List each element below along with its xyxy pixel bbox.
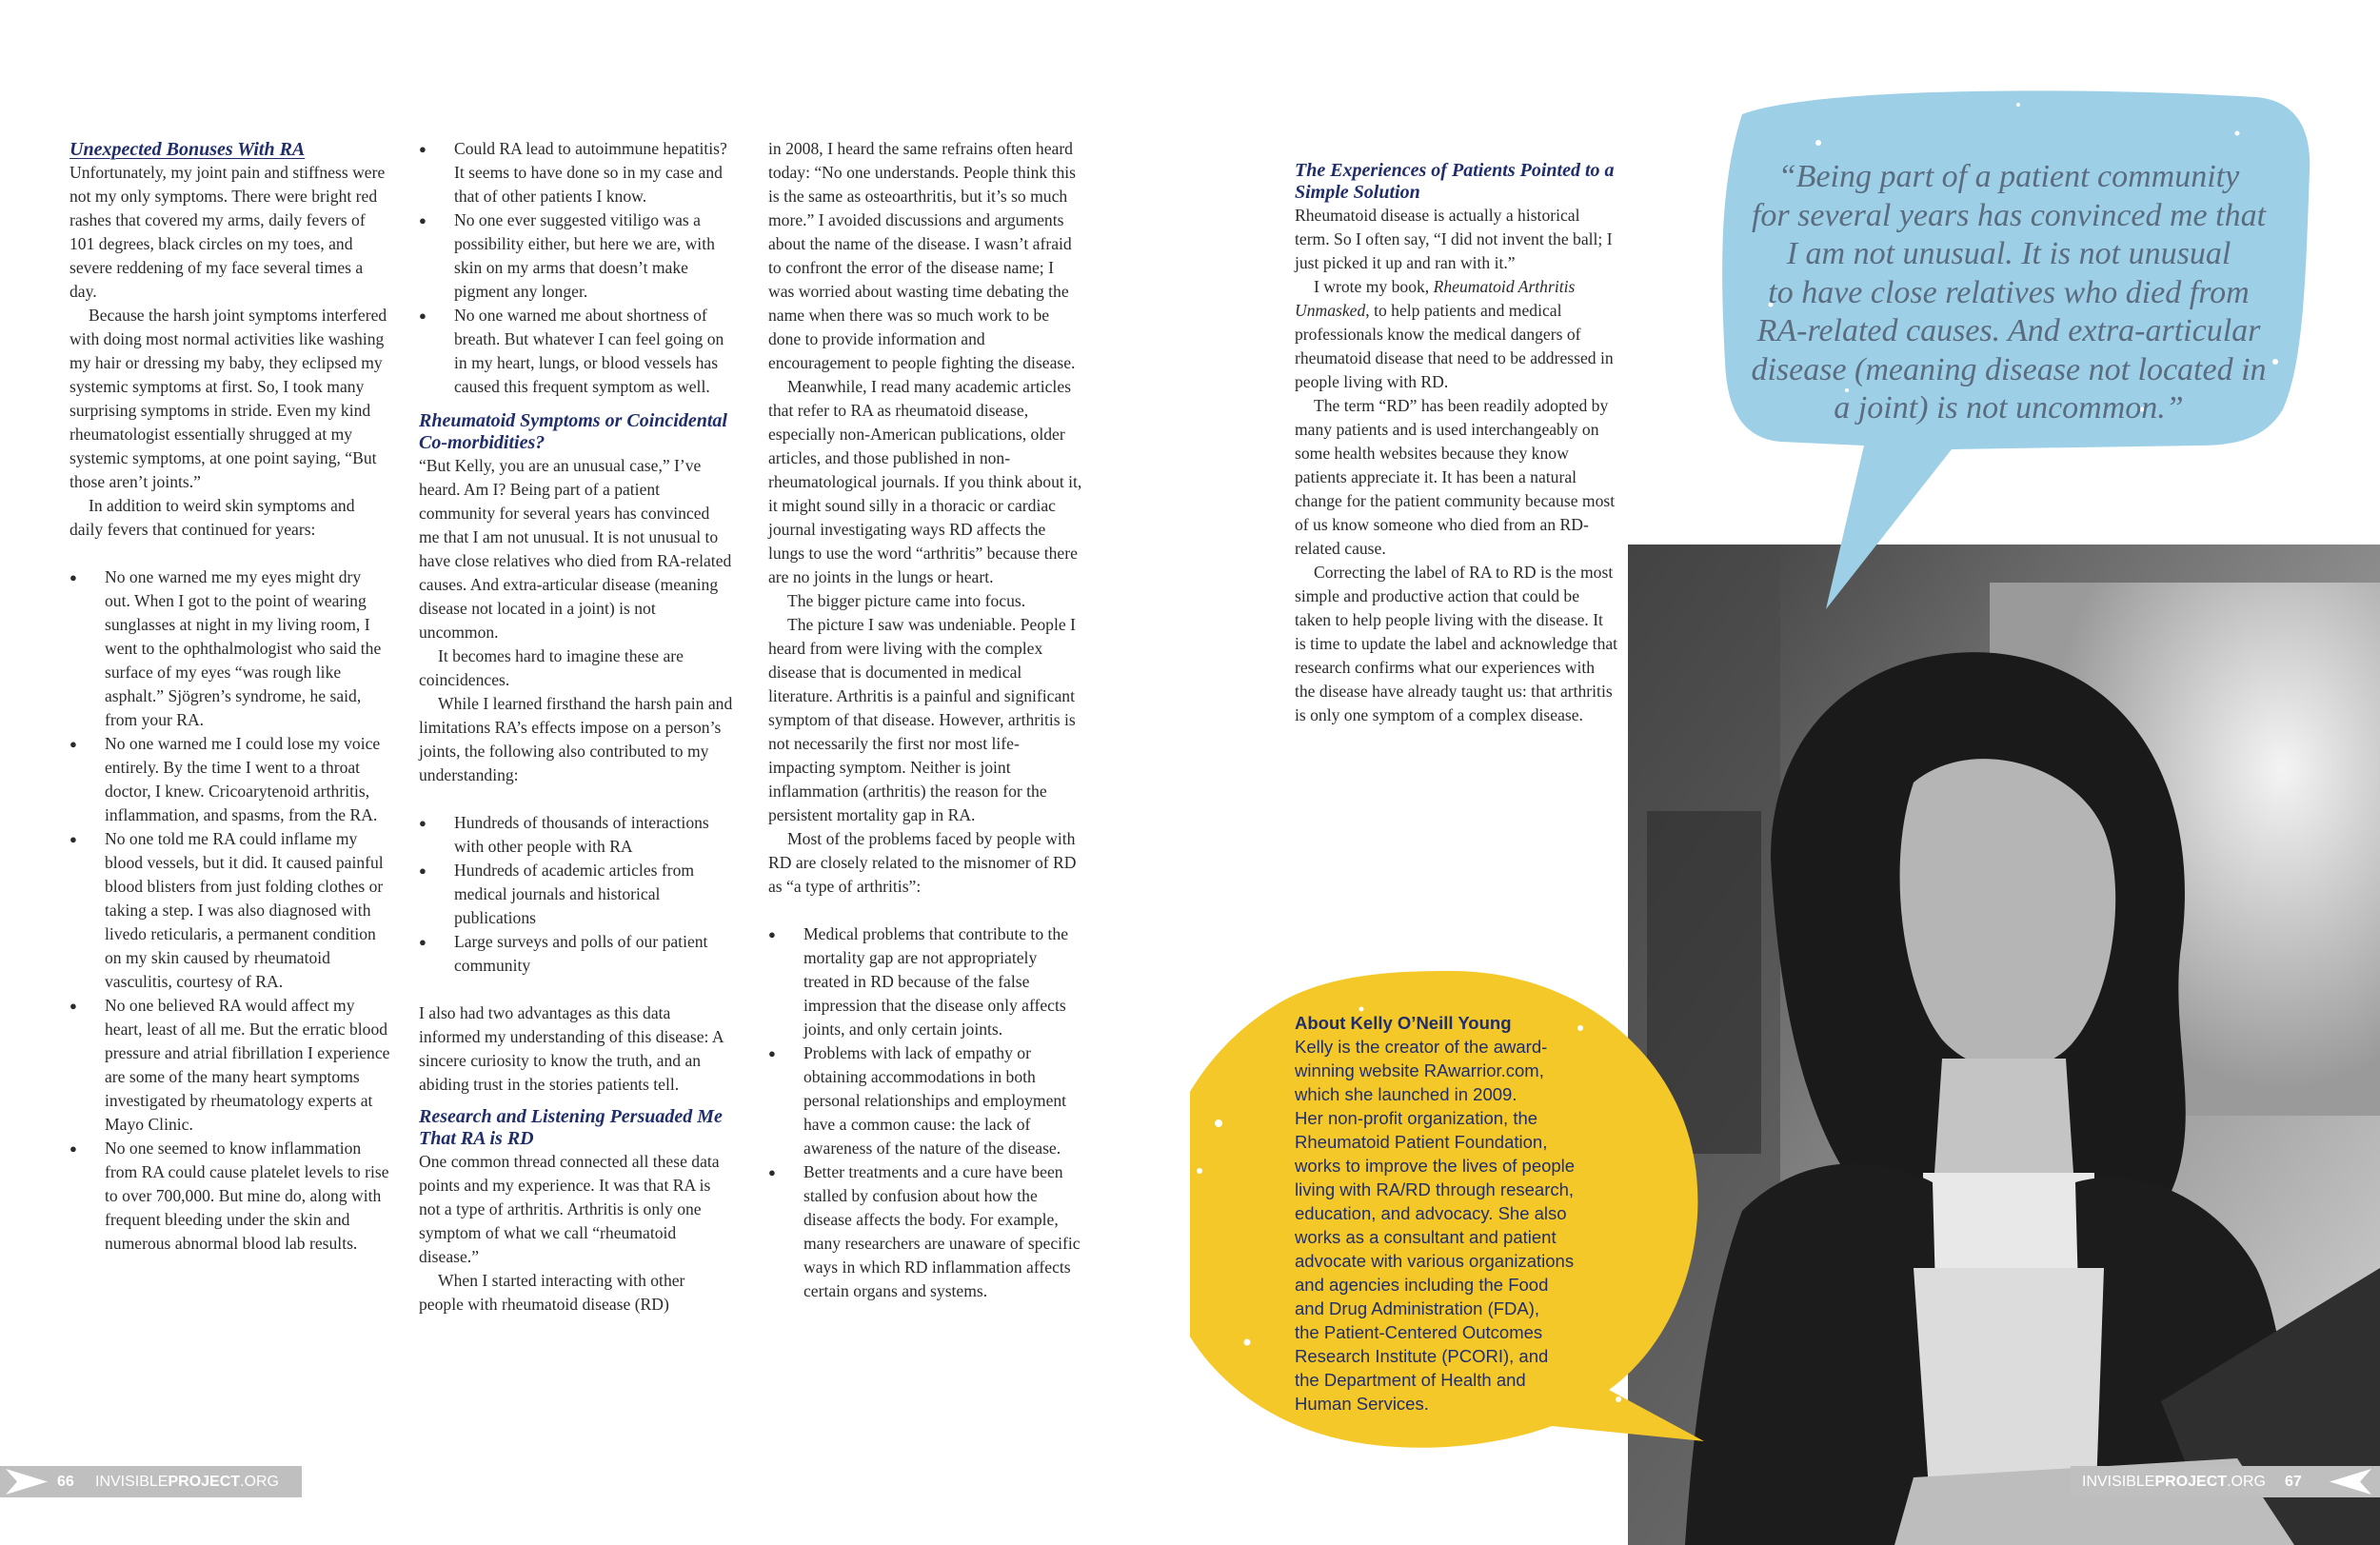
section-heading-experiences: The Experiences of Patients Pointed to a Simple Solution bbox=[1295, 160, 1615, 203]
understanding-list bbox=[419, 811, 733, 978]
list-item: ● Medical problems that contribute to the mortality gap are not appropriately treated in RD because of the false impression that the disease only affects joints, and only certain joints. bbox=[768, 922, 1082, 1041]
list-item: ● Could RA lead to autoimmune hepatitis? It seems to have done so in my case and that of other patients I know. bbox=[419, 137, 733, 208]
about-line: advocate with various organizations bbox=[1295, 1251, 1575, 1271]
list-item: ● No one seemed to know inflammation from RA could cause platelet levels to rise to over 700,000. But mine do, along with frequent bleeding under the skin and numerous abnormal blood lab results. bbox=[69, 1137, 390, 1256]
footer-site: INVISIBLEPROJECT.ORG bbox=[95, 1474, 279, 1490]
problems-list bbox=[768, 922, 1082, 1303]
symptom-list bbox=[69, 565, 390, 1256]
paragraph: Correcting the label of RA to RD is the most simple and productive action that could be taken to help people living with the disease. It is time to update the label and acknowledge that research confirms what our experiences with the disease have already taught us: that arthritis is only one symptom of a complex disease. bbox=[1295, 563, 1618, 724]
section-heading-research: Research and Listening Persuaded Me That RA is RD bbox=[419, 1106, 723, 1149]
left-column-1 bbox=[69, 139, 390, 1256]
about-line: Research Institute (PCORI), and bbox=[1295, 1346, 1549, 1366]
about-line: Human Services. bbox=[1295, 1394, 1429, 1414]
paragraph: “But Kelly, you are an unusual case,” I’ve heard. Am I? Being part of a patient community for several years has convinced me that I am not unusual. It is not unusual to have close relatives who died from RA-related causes. And extra-articular disease (meaning disease not located in a joint) is not uncommon. bbox=[419, 456, 732, 642]
paragraph: Rheumatoid disease is actually a historical term. So I often say, “I did not invent the ball; I just picked it up and ran with it.” bbox=[1295, 206, 1613, 272]
right-column-1 bbox=[1295, 160, 1618, 727]
arrow-left-icon bbox=[2330, 1466, 2375, 1497]
paragraph: The picture I saw was undeniable. People I heard from were living with the complex disease that is documented in medical literature. Arthritis is a painful and significant symptom of that disease. However, arthritis is not necessarily the first nor most life-impacting symptom. Neither is joint inflammation (arthritis) the reason for the persistent mortality gap in RA. bbox=[768, 615, 1076, 824]
list-item: ● No one warned me my eyes might dry out. When I got to the point of wearing sunglasses at night in my living room, I went to the ophthalmologist who said the surface of my eyes “was rough like asphalt.” Sjögren’s syndrome, he said, from your RA. bbox=[69, 565, 390, 732]
paragraph: When I started interacting with other people with rheumatoid disease (RD) bbox=[419, 1271, 685, 1314]
paragraph: Unfortunately, my joint pain and stiffness were not my only symptoms. There were bright red rashes that covered my arms, daily fevers of 101 degrees, black circles on my toes, and severe reddening of my face several times a day. bbox=[69, 163, 386, 301]
paragraph: While I learned firsthand the harsh pain and limitations RA’s effects impose on a person’s joints, the following also contributed to my understanding: bbox=[419, 694, 733, 784]
paragraph: It becomes hard to imagine these are coincidences. bbox=[419, 646, 684, 689]
page-number: 66 bbox=[57, 1474, 74, 1490]
left-column-2 bbox=[419, 137, 733, 1317]
list-item: ● Hundreds of thousands of interactions with other people with RA bbox=[419, 811, 733, 859]
list-item: ● Problems with lack of empathy or obtaining accommodations in both personal relationships and employment have a common cause: the lack of awareness of the nature of the disease. bbox=[768, 1041, 1082, 1160]
about-line: winning website RAwarrior.com, bbox=[1295, 1060, 1544, 1080]
about-line: education, and advocacy. She also bbox=[1295, 1203, 1567, 1223]
section-heading-unexpected-bonuses: Unexpected Bonuses With RA bbox=[69, 139, 306, 160]
paragraph: Meanwhile, I read many academic articles that refer to RA as rheumatoid disease, especially non-American publications, older articles, and those published in non-rheumatological journals. If you think about it, it might sound silly in a thoracic or cardiac journal investigating ways RD affects the lungs to use the word “arthritis” because there are no joints in the lungs or heart. bbox=[768, 377, 1082, 586]
paragraph: Most of the problems faced by people with RD are closely related to the misnomer of RD as “a type of arthritis”: bbox=[768, 829, 1077, 896]
pull-quote bbox=[1742, 158, 2275, 428]
paragraph: I also had two advantages as this data informed my understanding of this disease: A sincere curiosity to know the truth, and an abiding trust in the stories patients tell. bbox=[419, 1003, 724, 1094]
about-line: Her non-profit organization, the bbox=[1295, 1108, 1538, 1128]
book-title: Rheumatoid Arthritis Unmasked bbox=[1295, 277, 1576, 320]
quote-line: a joint) is not uncommon.” bbox=[1834, 390, 2184, 426]
about-title: About Kelly O’Neill Young bbox=[1295, 1013, 1512, 1033]
footer-bar-right bbox=[2071, 1466, 2380, 1497]
list-item: ● No one told me RA could inflame my blood vessels, but it did. It caused painful blood blisters from just folding clothes or taking a step. I was also diagnosed with livedo reticularis, a permanent condition on my skin caused by rheumatoid vasculitis, courtesy of RA. bbox=[69, 827, 390, 994]
paragraph: Because the harsh joint symptoms interfered with doing most normal activities like washing my hair or dressing my baby, they eclipsed my systemic symptoms at first. So, I took many surprising symptoms in stride. Even my kind rheumatologist essentially shrugged at my systemic symptoms, at one point saying, “But those aren’t joints.” bbox=[69, 306, 387, 491]
about-line: the Patient-Centered Outcomes bbox=[1295, 1322, 1543, 1342]
paragraph: One common thread connected all these data points and my experience. It was that RA is not a type of arthritis. Arthritis is only one symptom of what we call “rheumatoid disease.” bbox=[419, 1152, 720, 1266]
paragraph: In addition to weird skin symptoms and daily fevers that continued for years: bbox=[69, 496, 355, 539]
footer-site: INVISIBLEPROJECT.ORG bbox=[2082, 1474, 2266, 1490]
quote-line: I am not unusual. It is not unusual bbox=[1786, 236, 2231, 271]
quote-line: for several years has convinced me that bbox=[1751, 197, 2267, 233]
footer-bar-left bbox=[0, 1466, 302, 1497]
list-item: ● No one warned me about shortness of breath. But whatever I can feel going on in my heart, lungs, or blood vessels has caused this frequent symptom as well. bbox=[419, 304, 733, 399]
list-item: ● Hundreds of academic articles from medical journals and historical publications bbox=[419, 859, 733, 930]
list-item: ● No one ever suggested vitiligo was a possibility either, but here we are, with skin on my arms that doesn’t make pigment any longer. bbox=[419, 208, 733, 304]
about-line: Kelly is the creator of the award- bbox=[1295, 1037, 1548, 1057]
right-page bbox=[1190, 0, 2380, 1545]
section-heading-coincidental: Rheumatoid Symptoms or Coincidental Co-morbidities? bbox=[419, 410, 727, 453]
about-line: and Drug Administration (FDA), bbox=[1295, 1298, 1540, 1318]
page-number: 67 bbox=[2285, 1474, 2302, 1490]
about-line: living with RA/RD through research, bbox=[1295, 1179, 1575, 1199]
about-line: works as a consultant and patient bbox=[1295, 1227, 1557, 1247]
about-line: and agencies including the Food bbox=[1295, 1275, 1549, 1295]
quote-line: RA-related causes. And extra-articular bbox=[1756, 313, 2261, 348]
paragraph: in 2008, I heard the same refrains often heard today: “No one understands. People think this is the same as osteoarthritis, but it’s so much more.” I avoided discussions and arguments about the name of the disease. I wasn’t afraid to confront the error of the disease name; I was worried about wasting time debating the name when there was so much work to be done to provide information and encouragement to people fighting the disease. bbox=[768, 139, 1076, 372]
list-item: ● No one believed RA would affect my heart, least of all me. But the erratic blood pressure and atrial fibrillation I experience are some of the many heart symptoms investigated by rheumatology experts at Mayo Clinic. bbox=[69, 994, 390, 1137]
about-line: which she launched in 2009. bbox=[1295, 1084, 1517, 1104]
list-item: ● Large surveys and polls of our patient community bbox=[419, 930, 733, 978]
about-author bbox=[1295, 1011, 1637, 1416]
quote-line: to have close relatives who died from bbox=[1768, 274, 2250, 310]
paragraph: The bigger picture came into focus. bbox=[787, 591, 1026, 610]
about-line: works to improve the lives of people bbox=[1295, 1156, 1576, 1176]
quote-line: disease (meaning disease not located in bbox=[1751, 351, 2267, 387]
author-photo bbox=[1628, 545, 2380, 1545]
list-item: ● No one warned me I could lose my voice entirely. By the time I went to a throat doctor, I knew. Cricoarytenoid arthritis, inflammation, and spasms, from the RA. bbox=[69, 732, 390, 827]
paragraph: I wrote my book, Rheumatoid Arthritis Unmasked, to help patients and medical professionals know the medical dangers of rheumatoid disease that need to be addressed in people living with RD. bbox=[1295, 277, 1614, 391]
arrow-right-icon bbox=[6, 1466, 51, 1497]
symptom-list-continued bbox=[419, 137, 733, 399]
about-line: Rheumatoid Patient Foundation, bbox=[1295, 1132, 1548, 1152]
about-line: the Department of Health and bbox=[1295, 1370, 1526, 1390]
list-item: ● Better treatments and a cure have been stalled by confusion about how the disease affects the body. For example, many researchers are unaware of specific ways in which RD inflammation affects certain organs and systems. bbox=[768, 1160, 1082, 1303]
paragraph: The term “RD” has been readily adopted by many patients and is used interchangeably on some health websites because they know patients appreciate it. It has been a natural change for the patient community because most of us know someone who died from an RD-related cause. bbox=[1295, 396, 1616, 558]
left-column-3 bbox=[768, 137, 1082, 1303]
quote-line: “Being part of a patient community bbox=[1777, 159, 2240, 194]
